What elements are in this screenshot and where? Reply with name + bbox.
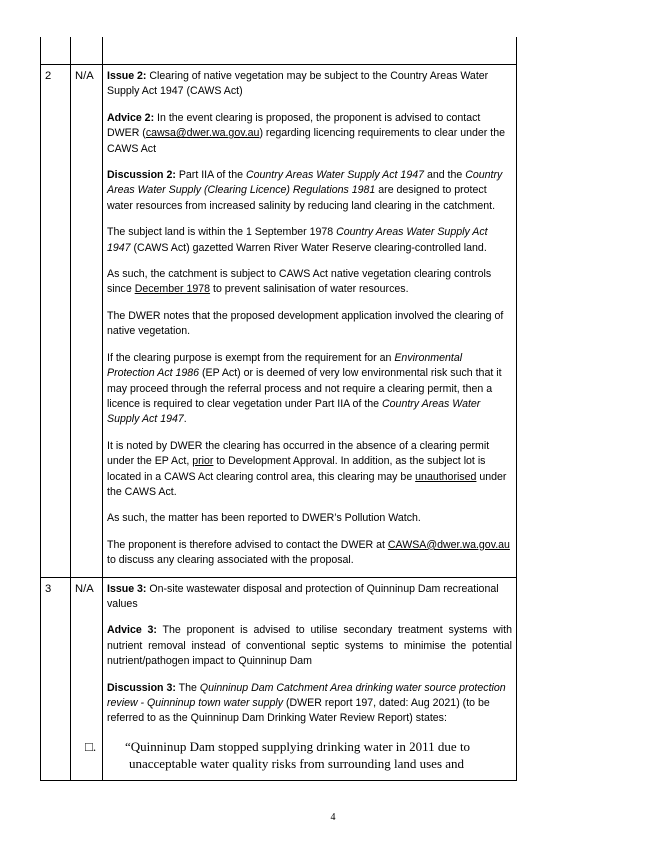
exempt-paragraph: If the clearing purpose is exempt from the requirement for an Environmental Protection Act 1986 (EP Act) or is deemed of very low environmental risk such that it may proceed through the referral process and not require a clearing permit, then a licence is required to clear vegetation under Part IIA of the Country Areas Water Supply Act 1947. xyxy=(107,351,502,426)
checkbox-icon: □. xyxy=(85,738,97,754)
email-link[interactable]: CAWSA@dwer.wa.gov.au xyxy=(387,538,510,551)
subject-land-paragraph: The subject land is within the 1 September 1978 Country Areas Water Supply Act 1947 (CAWS Act) gazetted Warren River Water Reserve clearing-controlled land. xyxy=(107,226,488,254)
cell-blank xyxy=(41,37,71,65)
catchment-paragraph: As such, the catchment is subject to CAWS Act native vegetation clearing controls since December 1978 to prevent salinisation of water resources. xyxy=(107,268,492,296)
row-content xyxy=(85,577,517,780)
referral-table xyxy=(40,37,517,781)
row-number: 3 xyxy=(41,577,71,780)
cell-blank xyxy=(103,37,517,65)
issue-paragraph: Issue 2: Clearing of native vegetation may be subject to the Country Areas Water Supply Act 1947 (CAWS Act) xyxy=(107,70,489,98)
discussion-paragraph: Discussion 3: The Quinninup Dam Catchment Area drinking water source protection review - Quinninup town water supply (DWER report 197, dated: Aug 2021) (to be referred to as the Quinninup Dam Drinking Water Review Report) states: xyxy=(107,681,506,725)
table-row-continued xyxy=(41,37,517,65)
row-content xyxy=(103,65,517,578)
reported-paragraph: As such, the matter has been reported to DWER’s Pollution Watch. xyxy=(107,512,421,525)
cell-blank xyxy=(71,37,103,65)
page-number: 4 xyxy=(330,812,336,823)
quote-bullet: □. “Quinninup Dam stopped supplying drinking water in 2011 due to unacceptable water quality risks from surrounding land uses and xyxy=(85,738,471,771)
table-row-issue-3 xyxy=(41,577,517,780)
issue-paragraph: Issue 3: On-site wastewater disposal and protection of Quinninup Dam recreational values xyxy=(107,582,499,610)
dwer-notes-paragraph: The DWER notes that the proposed development application involved the clearing of native vegetation. xyxy=(107,309,504,338)
row-number: 2 xyxy=(41,65,71,578)
row-status: N/A xyxy=(71,65,103,578)
email-link[interactable]: cawsa@dwer.wa.gov.au xyxy=(145,127,260,140)
discussion-paragraph: Discussion 2: Part IIA of the Country Areas Water Supply Act 1947 and the Country Areas Water Supply (Clearing Licence) Regulations 1981 are designed to protect water resources from increased salinity by reducing land clearing in the catchment. xyxy=(107,169,503,212)
advice-paragraph: Advice 2: In the event clearing is proposed, the proponent is advised to contact DWER (cawsa@dwer.wa.gov.au) regarding licencing requirements to clear under the CAWS Act xyxy=(107,111,506,155)
advice-paragraph: Advice 3: The proponent is advised to utilise secondary treatment systems with nutrient removal instead of conventional septic systems to minimise the potential nutrient/pathogen impact to Quinninup Dam xyxy=(107,624,512,668)
table-row-issue-2 xyxy=(41,65,517,578)
contact-paragraph: The proponent is therefore advised to contact the DWER at CAWSA@dwer.wa.gov.au to discuss any clearing associated with the proposal. xyxy=(107,538,510,567)
noted-paragraph: It is noted by DWER the clearing has occurred in the absence of a clearing permit under the EP Act, prior to Development Approval. In addition, as the subject lot is located in a CAWS Act clearing control area, this clearing may be unauthorised under the CAWS Act. xyxy=(107,439,507,498)
row-status: N/A xyxy=(71,577,103,780)
